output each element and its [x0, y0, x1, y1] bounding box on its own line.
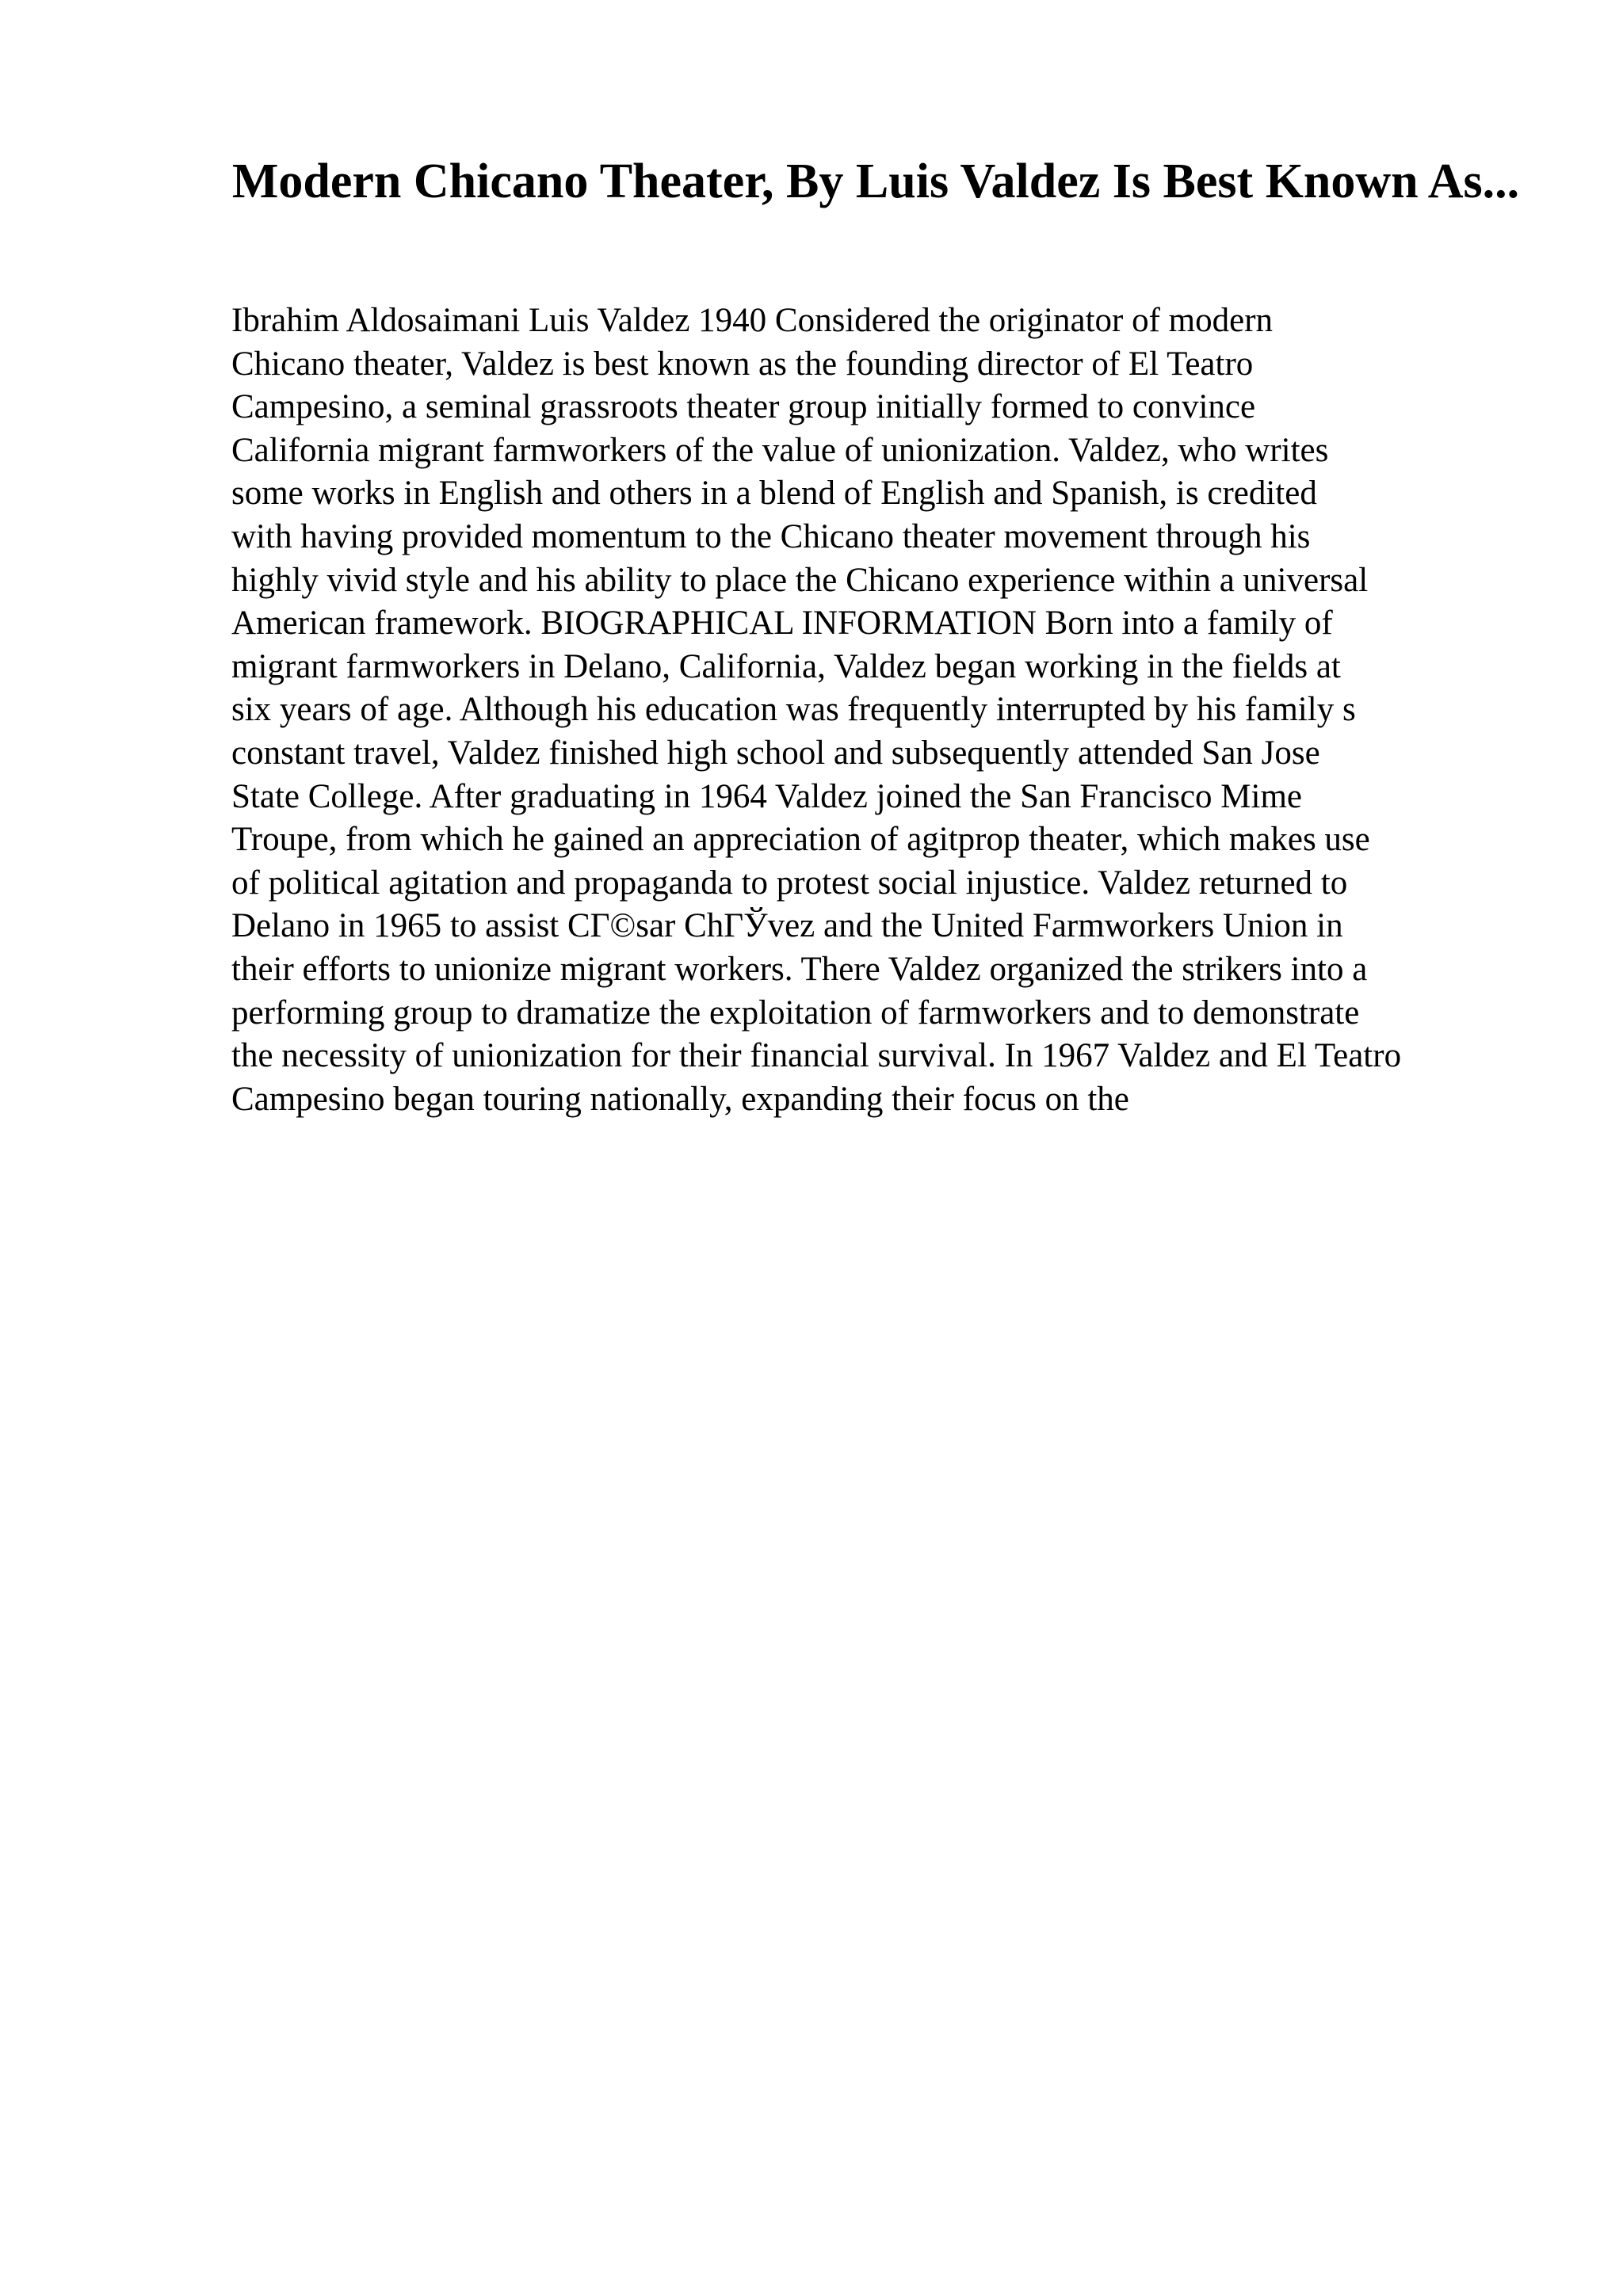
- body-line: migrant farmworkers in Delano, California, Valdez began working in the fields at: [231, 647, 1341, 685]
- body-line: American framework. BIOGRAPHICAL INFORMATION Born into a family of: [231, 605, 1333, 643]
- body-line: California migrant farmworkers of the value of unionization. Valdez, who writes: [231, 431, 1329, 469]
- body-line: State College. After graduating in 1964 Valdez joined the San Francisco Mime: [231, 777, 1303, 815]
- body-line: Campesino began touring nationally, expanding their focus on the: [231, 1080, 1129, 1118]
- body-line: their efforts to unionize migrant workers. There Valdez organized the strikers into a: [231, 950, 1368, 988]
- body-line: with having provided momentum to the Chicano theater movement through his: [231, 517, 1311, 555]
- body-line: the necessity of unionization for their financial survival. In 1967 Valdez and El Teatro: [231, 1037, 1402, 1075]
- body-line: Campesino, a seminal grassroots theater group initially formed to convince: [231, 388, 1256, 426]
- body-line: highly vivid style and his ability to place the Chicano experience within a universal: [231, 561, 1369, 599]
- body-line: some works in English and others in a blend of English and Spanish, is credited: [231, 475, 1317, 513]
- body-line: six years of age. Although his education was frequently interrupted by his family s: [231, 691, 1356, 729]
- body-line: constant travel, Valdez finished high school and subsequently attended San Jose: [231, 734, 1320, 772]
- document-body: [231, 299, 1531, 1121]
- body-line: Chicano theater, Valdez is best known as the founding director of El Teatro: [231, 345, 1254, 383]
- body-line: Delano in 1965 to assist CГ©sar ChГЎvez and the United Farmworkers Union in: [231, 907, 1343, 945]
- body-line: of political agitation and propaganda to protest social injustice. Valdez returned to: [231, 864, 1348, 902]
- body-line: Ibrahim Aldosaimani Luis Valdez 1940 Considered the originator of modern: [231, 302, 1274, 339]
- body-line: Troupe, from which he gained an appreciation of agitprop theater, which makes use: [231, 821, 1370, 859]
- body-line: performing group to dramatize the exploitation of farmworkers and to demonstrate: [231, 994, 1360, 1032]
- document-title: Modern Chicano Theater, By Luis Valdez Is Best Known As...: [231, 154, 1520, 208]
